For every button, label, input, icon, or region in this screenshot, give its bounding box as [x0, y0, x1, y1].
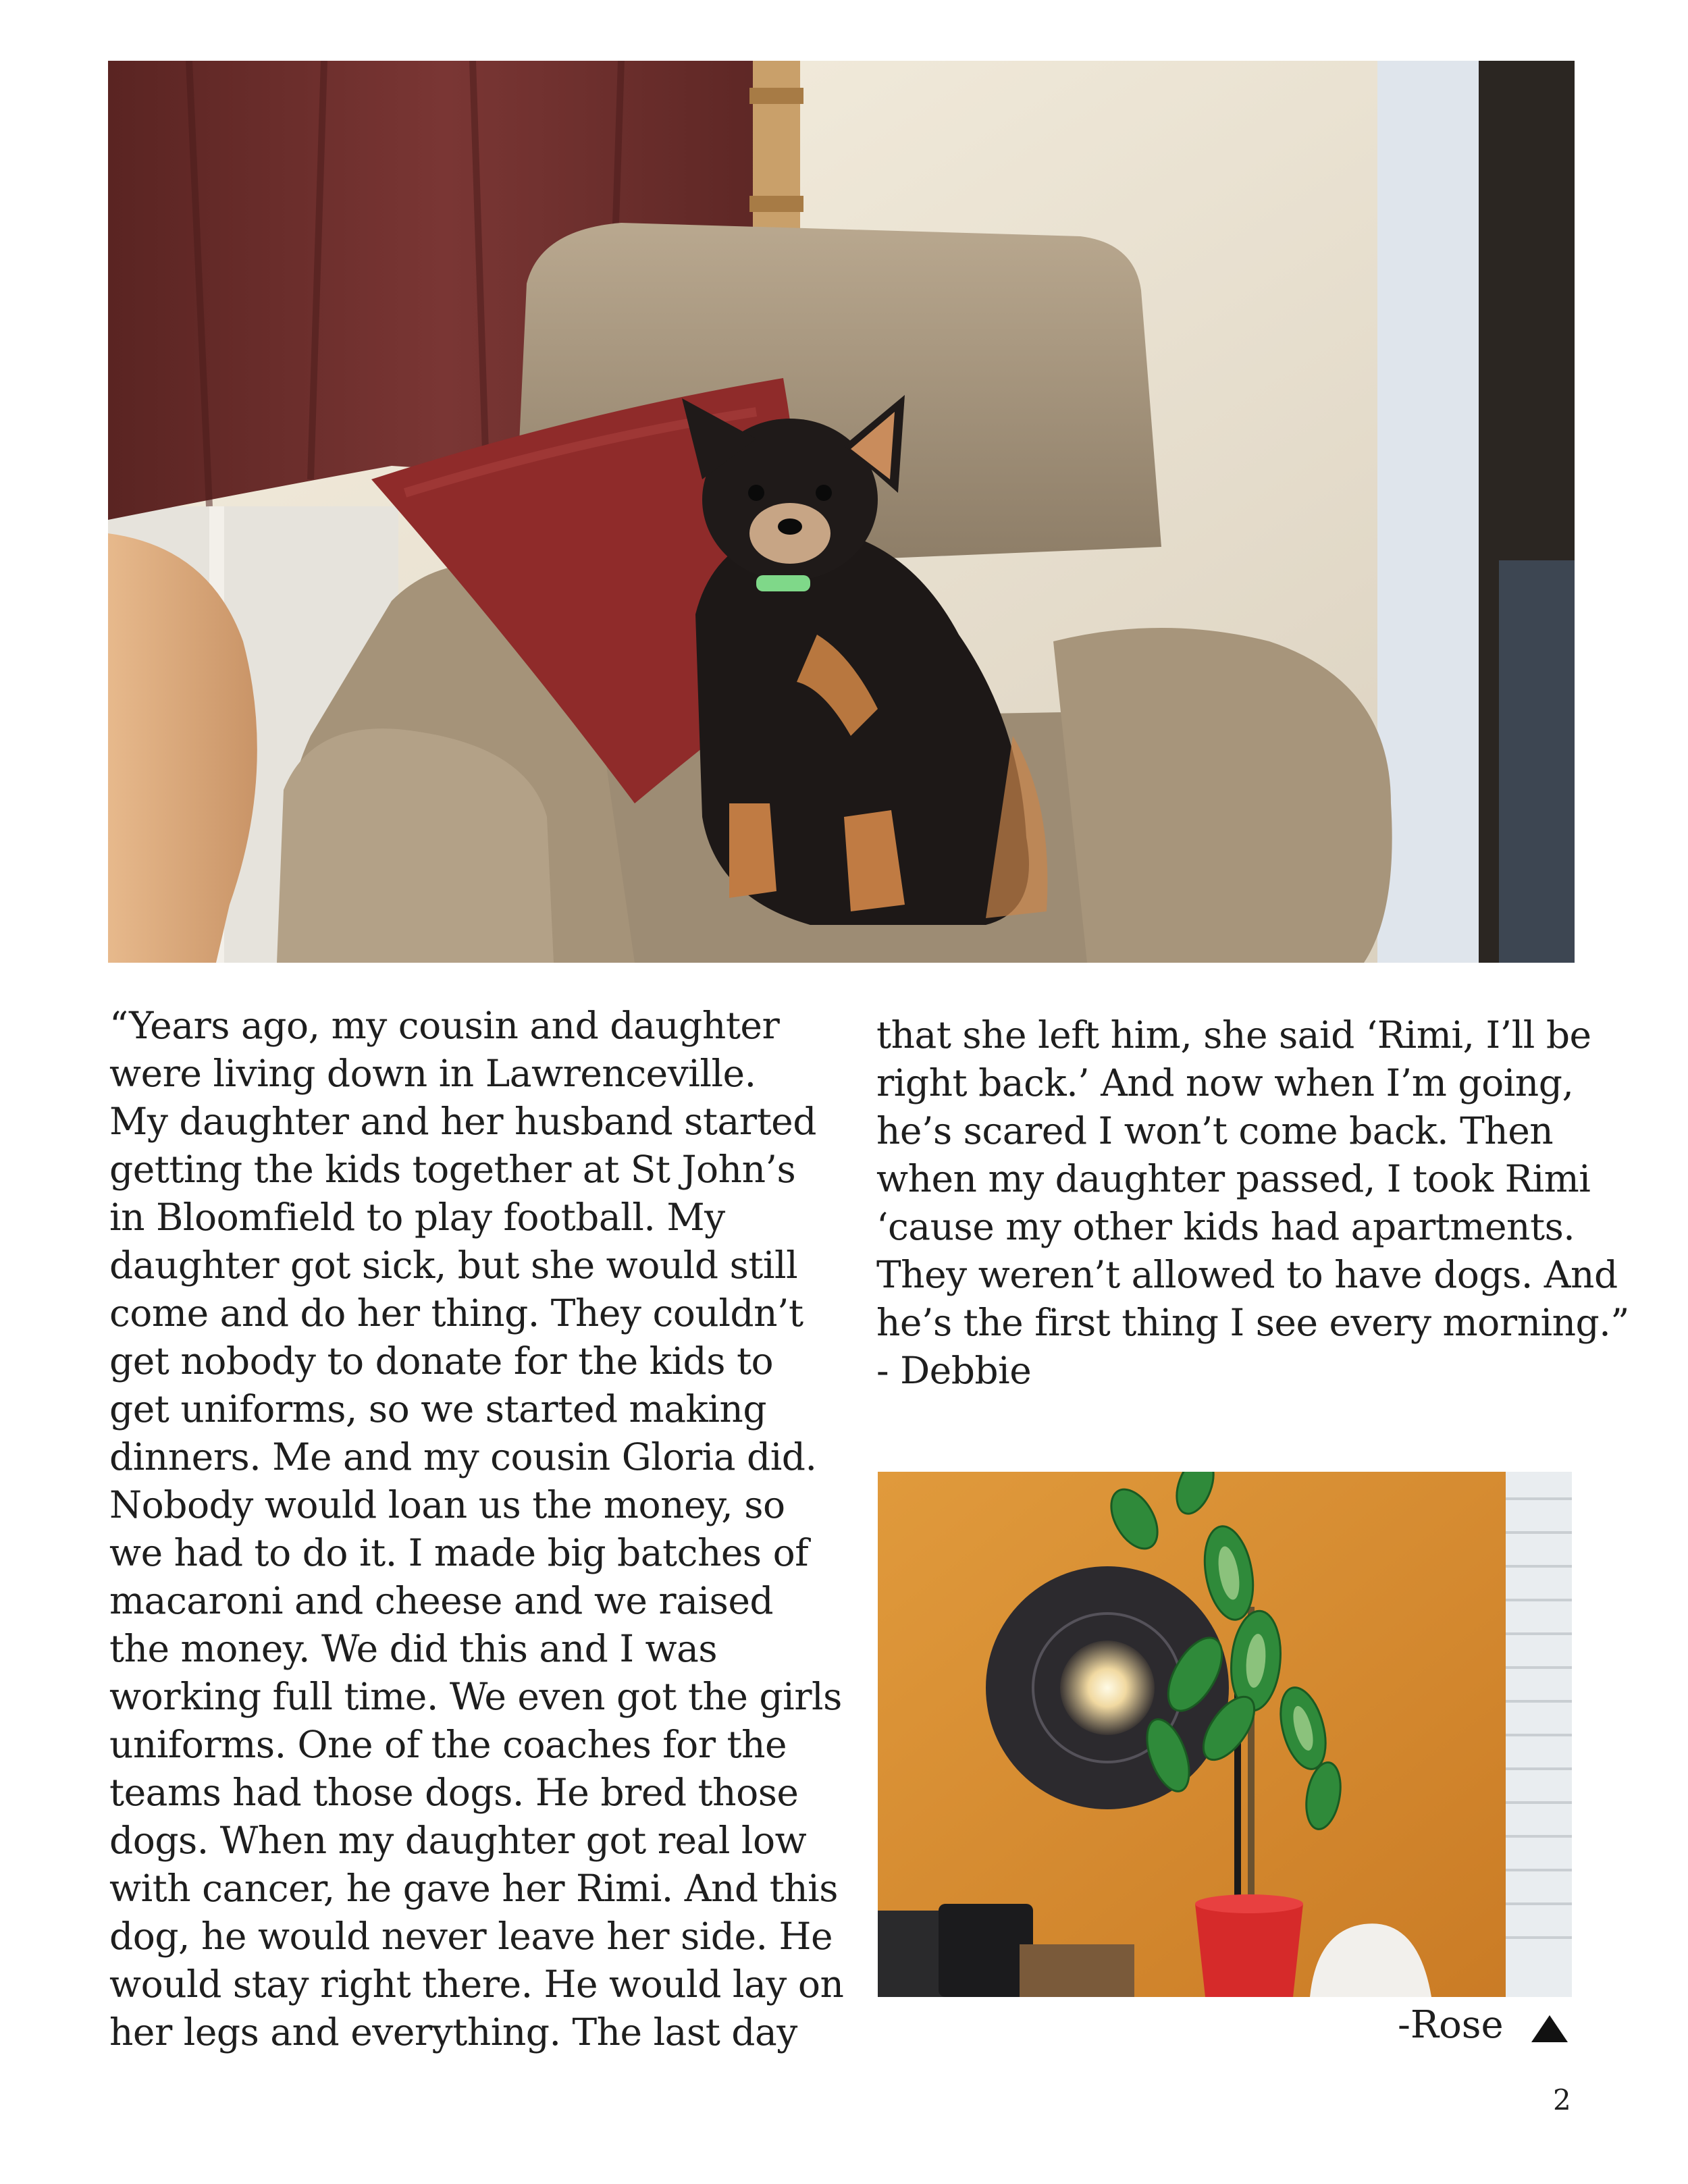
- story-line: right back.’ And now when I’m going,: [876, 1061, 1574, 1104]
- story-line: My daughter and her husband started: [109, 1100, 816, 1143]
- story-line: would stay right there. He would lay on: [109, 1963, 844, 2006]
- story-line: ‘cause my other kids had apartments.: [876, 1205, 1575, 1248]
- story-column-left: [109, 1002, 844, 2056]
- story-line: Nobody would loan us the money, so: [109, 1483, 785, 1526]
- story-line: when my daughter passed, I took Rimi: [876, 1157, 1591, 1200]
- story-line: uniforms. One of the coaches for the: [109, 1723, 787, 1766]
- story-line: dinners. Me and my cousin Gloria did.: [109, 1435, 817, 1479]
- photo-credit: -Rose: [1398, 2003, 1504, 2047]
- story-line: dogs. When my daughter got real low: [109, 1819, 807, 1862]
- story-line: get uniforms, so we started making: [109, 1387, 767, 1431]
- page-number: 2: [1553, 2083, 1571, 2116]
- plant-photo-illustration: [878, 1472, 1572, 1997]
- story-column-right: [876, 1011, 1629, 1395]
- triangle-icon: [1530, 2014, 1569, 2044]
- story-line: that she left him, she said ‘Rimi, I’ll be: [876, 1013, 1591, 1057]
- story-line: They weren’t allowed to have dogs. And: [876, 1253, 1618, 1296]
- story-line: with cancer, he gave her Rimi. And this: [109, 1867, 838, 1910]
- story-line: he’s scared I won’t come back. Then: [876, 1109, 1554, 1152]
- story-line: in Bloomfield to play football. My: [109, 1196, 725, 1239]
- dog-photo: [108, 61, 1575, 963]
- story-line: “Years ago, my cousin and daughter: [109, 1004, 780, 1047]
- story-line: get nobody to donate for the kids to: [109, 1339, 774, 1383]
- story-line: daughter got sick, but she would still: [109, 1244, 798, 1287]
- story-line: macaroni and cheese and we raised: [109, 1579, 774, 1622]
- story-line: the money. We did this and I was: [109, 1627, 718, 1670]
- story-line: her legs and everything. The last day: [109, 2010, 797, 2054]
- story-line: were living down in Lawrenceville.: [109, 1052, 756, 1095]
- dog-photo-illustration: [108, 61, 1575, 963]
- story-line: come and do her thing. They couldn’t: [109, 1291, 803, 1335]
- story-line: dog, he would never leave her side. He: [109, 1915, 833, 1958]
- story-line: he’s the first thing I see every morning.”: [876, 1301, 1629, 1344]
- story-line: we had to do it. I made big batches of: [109, 1531, 809, 1574]
- story-line: working full time. We even got the girls: [109, 1675, 842, 1718]
- attribution-debbie: - Debbie: [876, 1349, 1032, 1392]
- plant-photo: [878, 1472, 1572, 1997]
- story-line: getting the kids together at St John’s: [109, 1148, 796, 1191]
- story-line: teams had those dogs. He bred those: [109, 1771, 799, 1814]
